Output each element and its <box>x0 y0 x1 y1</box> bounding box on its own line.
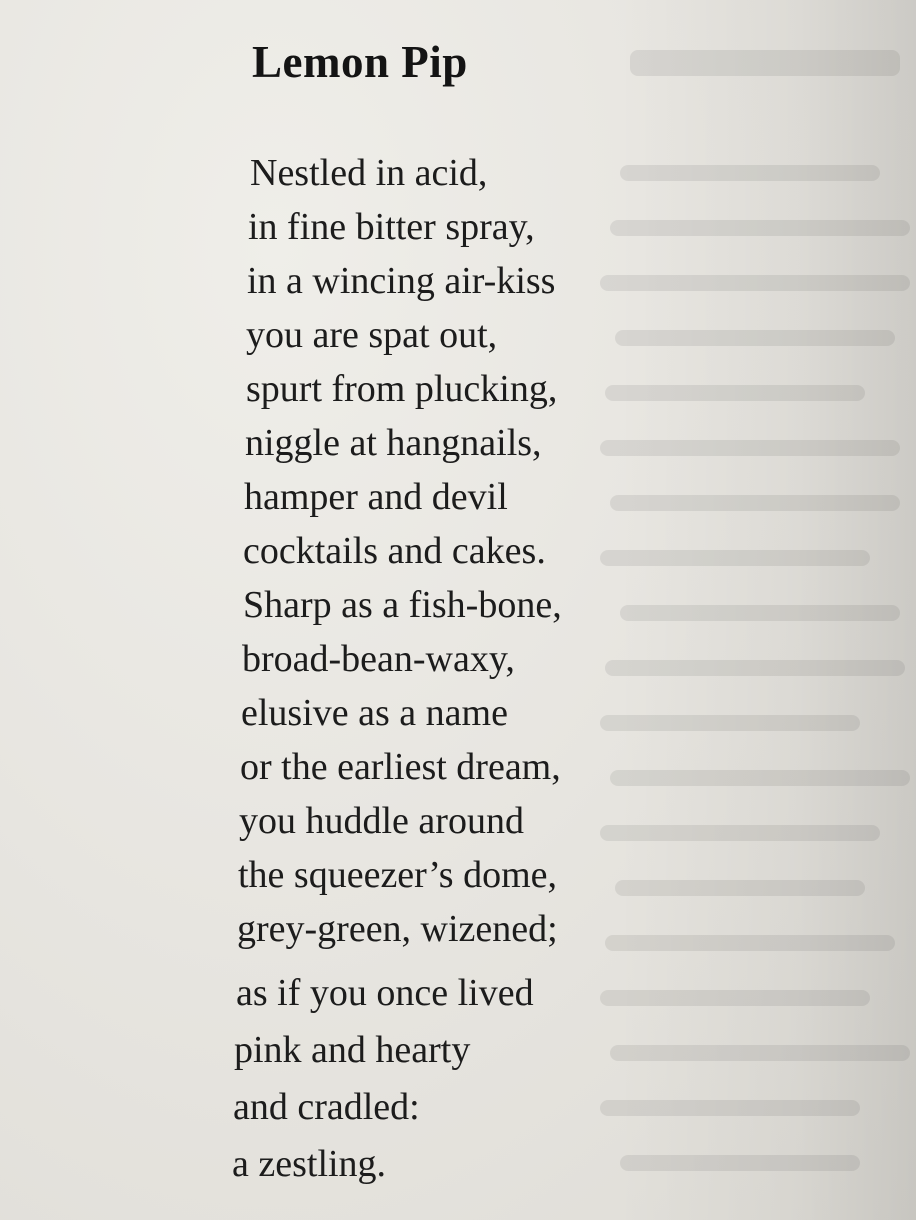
poem-line: in a wincing air-kiss <box>247 260 556 302</box>
poem-line: a zestling. <box>232 1143 387 1185</box>
poem-line: broad-bean-waxy, <box>242 638 515 680</box>
poem-line: Nestled in acid, <box>250 152 488 194</box>
poem-line: or the earliest dream, <box>240 746 561 788</box>
poem-line: niggle at hangnails, <box>245 422 542 464</box>
poem-line: hamper and devil <box>244 476 508 518</box>
poem-line: and cradled: <box>233 1086 420 1128</box>
poem-line: pink and hearty <box>234 1029 471 1071</box>
poem-line: grey-green, wizened; <box>237 908 558 950</box>
poem-line: as if you once lived <box>236 972 534 1014</box>
poem-line: the squeezer’s dome, <box>238 854 558 896</box>
poem-line: Sharp as a fish-bone, <box>243 584 562 626</box>
poem-line: cocktails and cakes. <box>243 530 546 572</box>
page-shadow <box>616 0 916 1220</box>
poem-line: elusive as a name <box>241 692 508 734</box>
show-through-text <box>600 0 916 1220</box>
poem-title: Lemon Pip <box>252 37 468 87</box>
poem-line: spurt from plucking, <box>246 368 558 410</box>
poem-line: you are spat out, <box>246 314 498 356</box>
poem-line: in fine bitter spray, <box>248 206 535 248</box>
poem-line: you huddle around <box>239 800 524 842</box>
